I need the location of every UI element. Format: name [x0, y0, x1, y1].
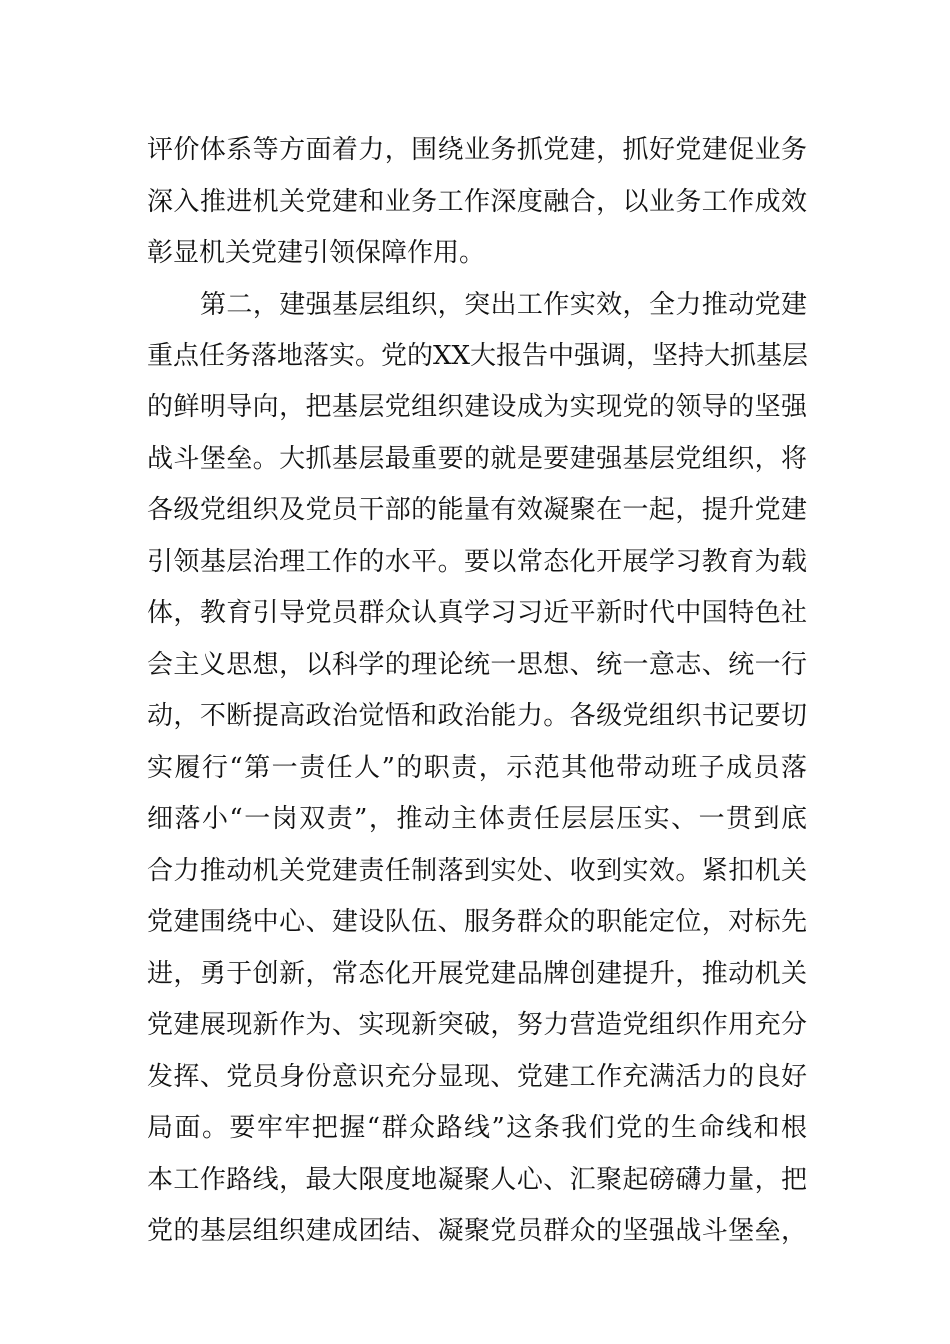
- text-line-5: 重点任务落地落实。党的XX大报告中强调，坚持大抓基层: [147, 341, 809, 371]
- text-line-10: 体，教育引导党员群众认真学习习近平新时代中国特色社: [147, 598, 807, 628]
- text-line-16: 党建围绕中心、建设队伍、服务群众的职能定位，对标先: [147, 907, 807, 937]
- text-line-22: 党的基层组织建成团结、凝聚党员群众的坚强战斗堡垒，: [147, 1216, 807, 1246]
- text-line-9: 引领基层治理工作的水平。要以常态化开展学习教育为载: [147, 547, 807, 577]
- text-line-8: 各级党组织及党员干部的能量有效凝聚在一起，提升党建: [147, 495, 807, 525]
- text-line-3: 彰显机关党建引领保障作用。: [147, 238, 486, 268]
- text-line-6: 的鲜明导向，把基层党组织建设成为实现党的领导的坚强: [147, 392, 807, 422]
- text-line-15: 合力推动机关党建责任制落到实处、收到实效。紧扣机关: [147, 856, 807, 886]
- paragraph-start-line: 第二，建强基层组织，突出工作实效，全力推动党建: [200, 290, 807, 320]
- text-line-12: 动，不断提高政治觉悟和政治能力。各级党组织书记要切: [147, 701, 807, 731]
- text-line-14: 细落小“一岗双责”，推动主体责任层层压实、一贯到底: [147, 804, 807, 834]
- text-line-18: 党建展现新作为、实现新突破，努力营造党组织作用充分: [147, 1010, 807, 1040]
- text-line-17: 进，勇于创新，常态化开展党建品牌创建提升，推动机关: [147, 959, 807, 989]
- text-line-20: 局面。要牢牢把握“群众路线”这条我们党的生命线和根: [147, 1113, 807, 1143]
- text-line-13: 实履行“第一责任人”的职责，示范其他带动班子成员落: [147, 753, 807, 783]
- text-line-7: 战斗堡垒。大抓基层最重要的就是要建强基层党组织，将: [147, 444, 807, 474]
- text-line-21: 本工作路线，最大限度地凝聚人心、汇聚起磅礴力量，把: [147, 1165, 807, 1195]
- text-line-11: 会主义思想，以科学的理论统一思想、统一意志、统一行: [147, 650, 807, 680]
- text-line-19: 发挥、党员身份意识充分显现、党建工作充满活力的良好: [147, 1062, 807, 1092]
- text-line-2: 深入推进机关党建和业务工作深度融合，以业务工作成效: [147, 187, 807, 217]
- text-line-1: 评价体系等方面着力，围绕业务抓党建，抓好党建促业务: [147, 135, 807, 165]
